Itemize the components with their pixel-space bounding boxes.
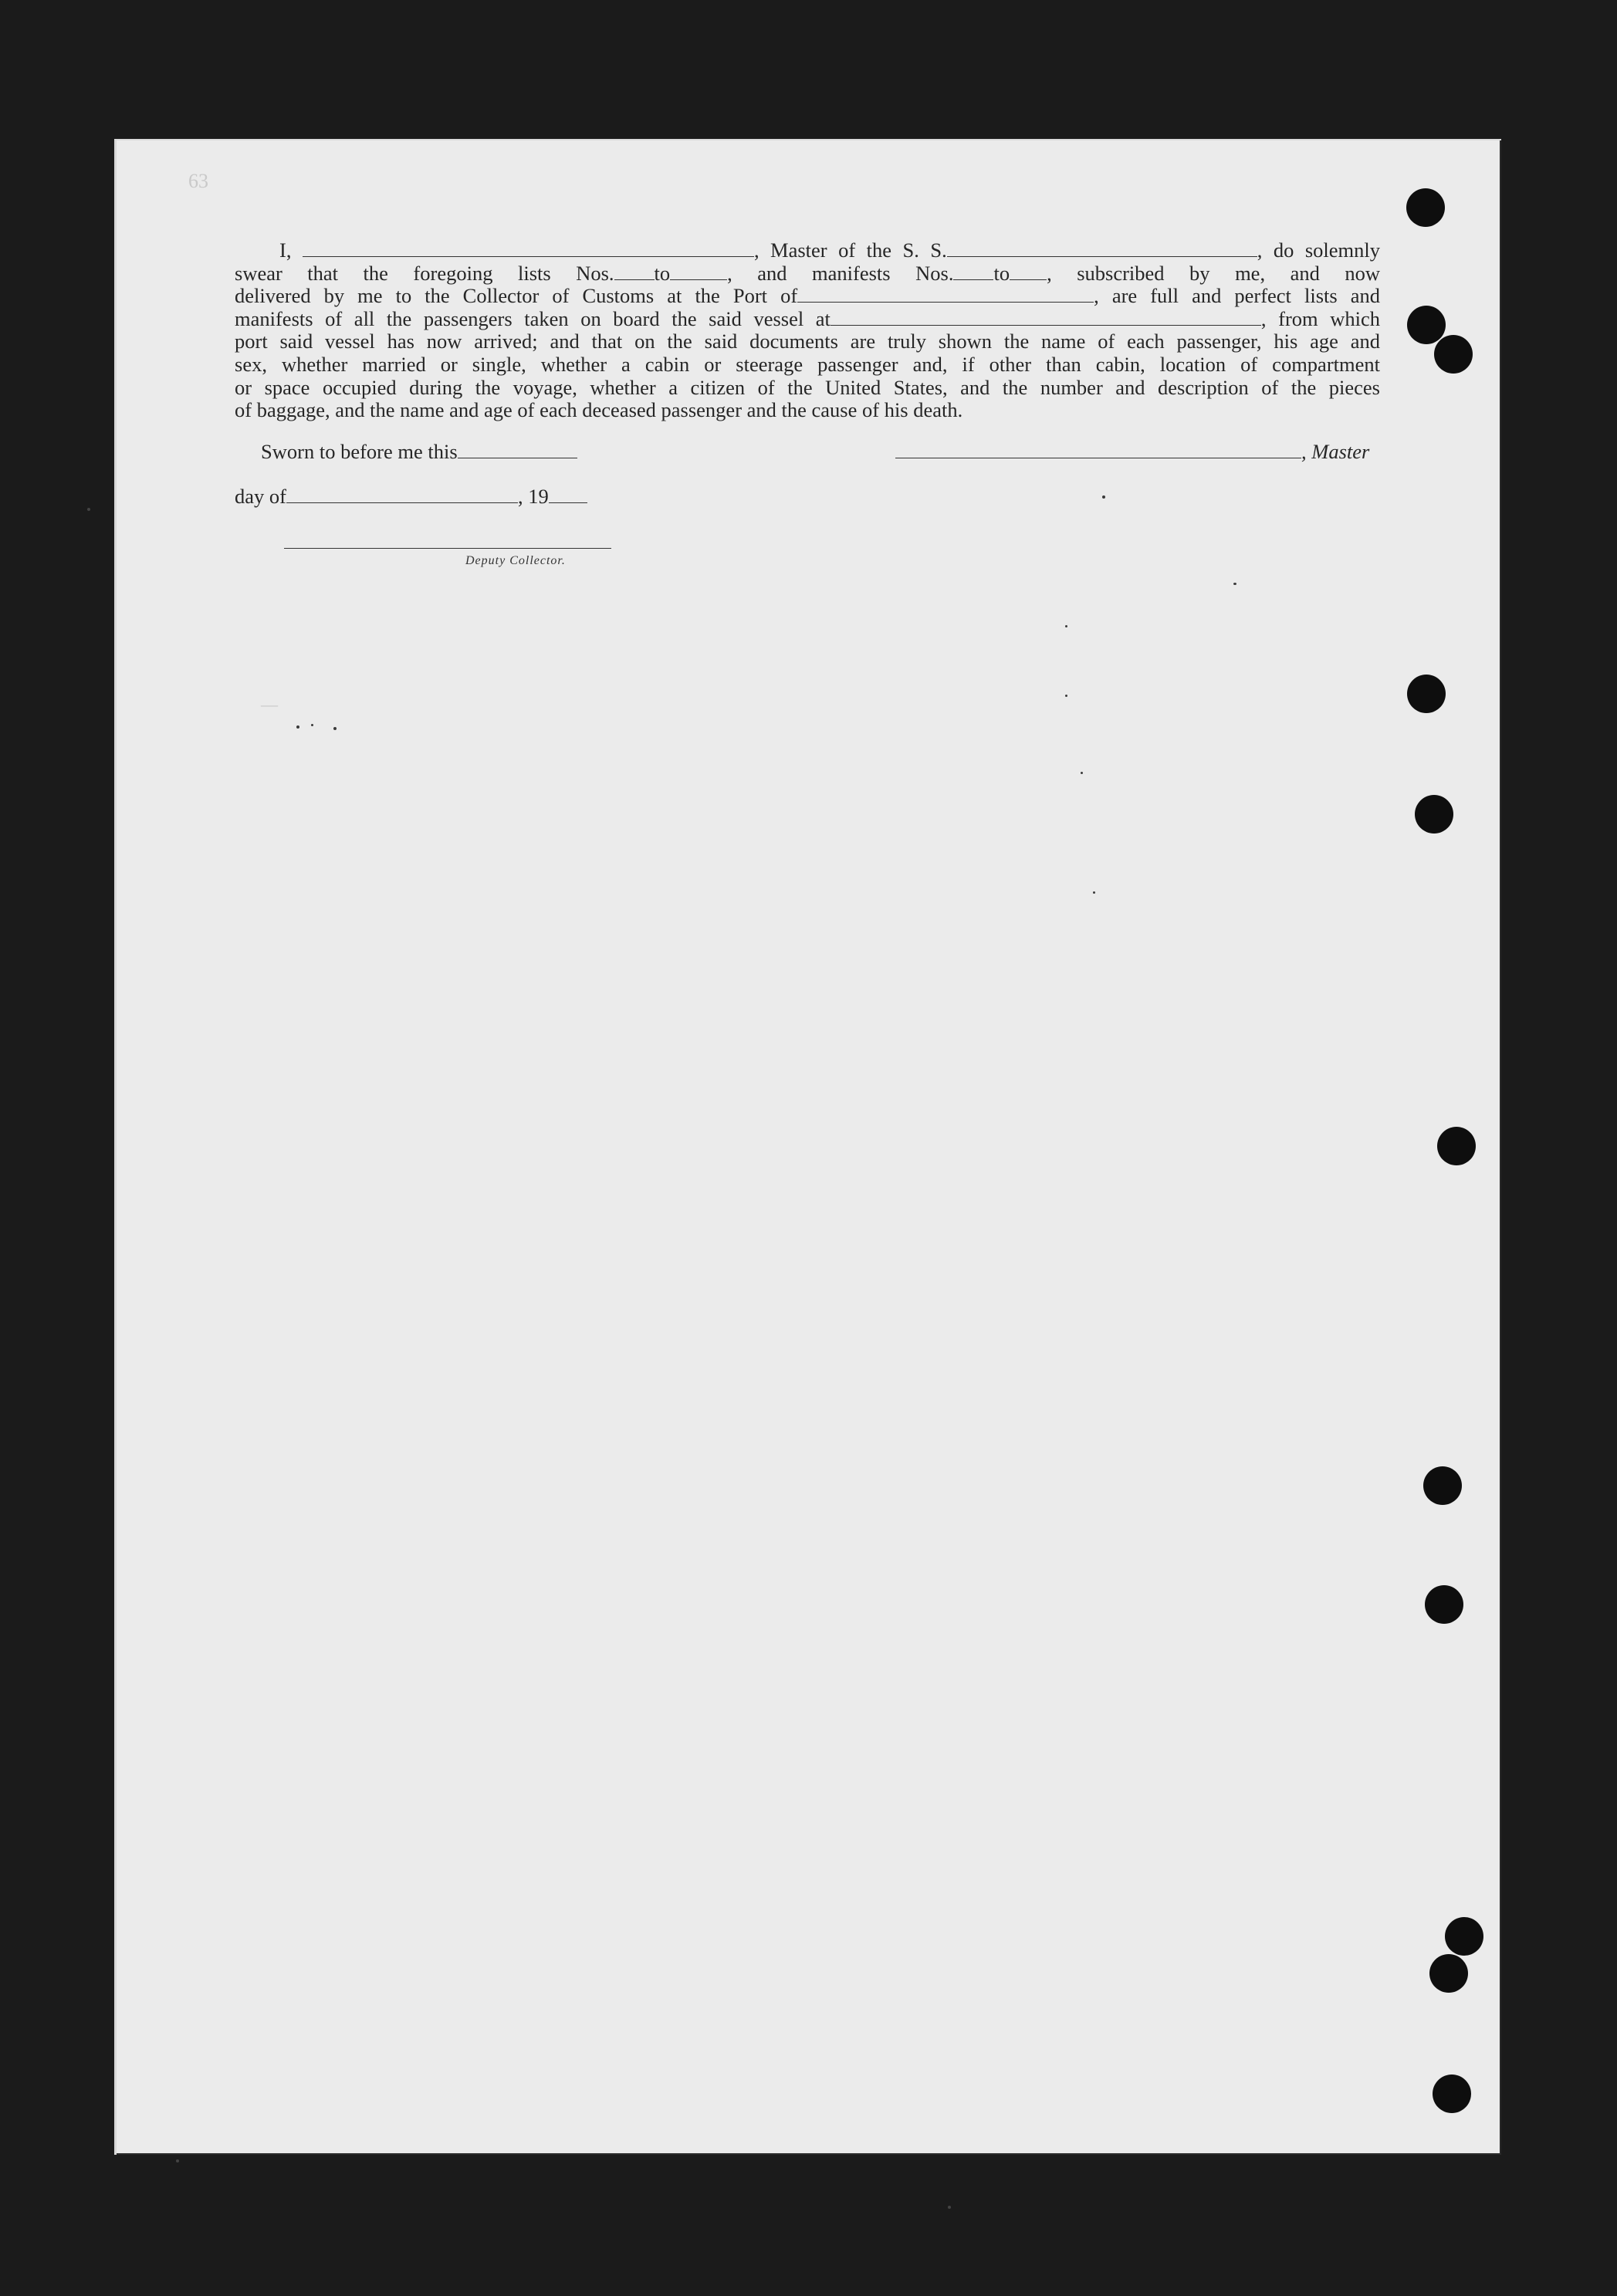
binder-hole (1429, 1954, 1468, 1993)
manifests-from-blank[interactable] (953, 265, 993, 280)
year-blank[interactable] (549, 489, 587, 503)
sworn-row (261, 440, 577, 464)
scan-speck (296, 725, 299, 729)
deputy-signature-line[interactable] (284, 548, 611, 549)
deputy-collector-label: Deputy Collector. (465, 554, 566, 567)
oath-line-8: of baggage, and the name and age of each deceased passenger and the cause of his death. (235, 398, 963, 422)
scan-speck (1081, 772, 1083, 774)
binder-hole (1425, 1585, 1463, 1624)
sworn-label: Sworn to before me this (261, 440, 458, 463)
oath-text: , Master of the S. S. (753, 238, 947, 262)
lists-to-blank[interactable] (670, 265, 727, 280)
month-blank[interactable] (286, 489, 518, 503)
oath-text: to (654, 261, 671, 285)
oath-line-1 (235, 239, 1380, 262)
sworn-day-blank[interactable] (458, 444, 577, 458)
oath-text: delivered by me to the Collector of Customs at the Port of (235, 284, 798, 308)
oath-line-2 (235, 262, 1380, 286)
oath-line-3 (235, 285, 1380, 308)
binder-hole (1423, 1466, 1462, 1505)
scan-speck (1233, 583, 1236, 585)
ship-name-blank[interactable] (947, 242, 1257, 257)
oath-text: swear that the foregoing lists Nos. (235, 261, 614, 285)
day-of-label: day of (235, 485, 286, 508)
manifests-to-blank[interactable] (1010, 265, 1047, 280)
master-name-blank[interactable] (303, 242, 754, 257)
scan-speck (311, 724, 313, 726)
oath-text: to (993, 261, 1010, 285)
binder-hole (1407, 675, 1446, 713)
binder-hole (1437, 1127, 1476, 1165)
lists-from-blank[interactable] (614, 265, 655, 280)
port-of-departure-blank[interactable] (830, 311, 1261, 326)
binder-hole (1415, 795, 1453, 834)
binder-hole (1406, 188, 1445, 227)
scan-speck (333, 727, 337, 730)
scan-speck (1093, 891, 1095, 894)
oath-line-7: or space occupied during the voyage, whether a citizen of the United States, and the number and description of the pieces (235, 375, 1380, 399)
binder-hole (1434, 335, 1473, 374)
oath-line-5: port said vessel has now arrived; and that on the said documents are truly shown the name of each passenger, his age and (235, 330, 1380, 353)
oath-text: , from which (1260, 306, 1380, 330)
master-signature-blank[interactable] (895, 444, 1301, 458)
oath-line-4 (235, 308, 1380, 331)
document-page (114, 139, 1501, 2155)
oath-text: , subscribed by me, and now (1047, 261, 1380, 285)
oath-text: , and manifests Nos. (727, 261, 954, 285)
oath-text: I, (279, 238, 292, 262)
binder-hole (1445, 1917, 1483, 1956)
oath-line-6: sex, whether married or single, whether a cabin or steerage passenger and, if other than cabin, location of compartment (235, 352, 1380, 376)
oath-text: manifests of all the passengers taken on board the said vessel at (235, 306, 830, 330)
scan-speck (1065, 695, 1067, 697)
date-row (235, 485, 587, 509)
oath-text: , do solemnly (1257, 238, 1381, 262)
year-label: , 19 (517, 485, 549, 508)
binder-hole (1407, 306, 1446, 344)
master-signature-row (895, 440, 1369, 464)
port-of-arrival-blank[interactable] (797, 288, 1094, 303)
oath-text: , are full and perfect lists and (1094, 284, 1380, 308)
bleed-through-mark: 63 (188, 170, 208, 192)
master-label: , Master (1301, 440, 1370, 463)
binder-hole (1433, 2075, 1471, 2113)
bleed-through-mark: — (261, 695, 278, 714)
scan-speck (1102, 495, 1105, 499)
scan-speck (1065, 625, 1067, 627)
oath-paragraph (235, 239, 1380, 422)
